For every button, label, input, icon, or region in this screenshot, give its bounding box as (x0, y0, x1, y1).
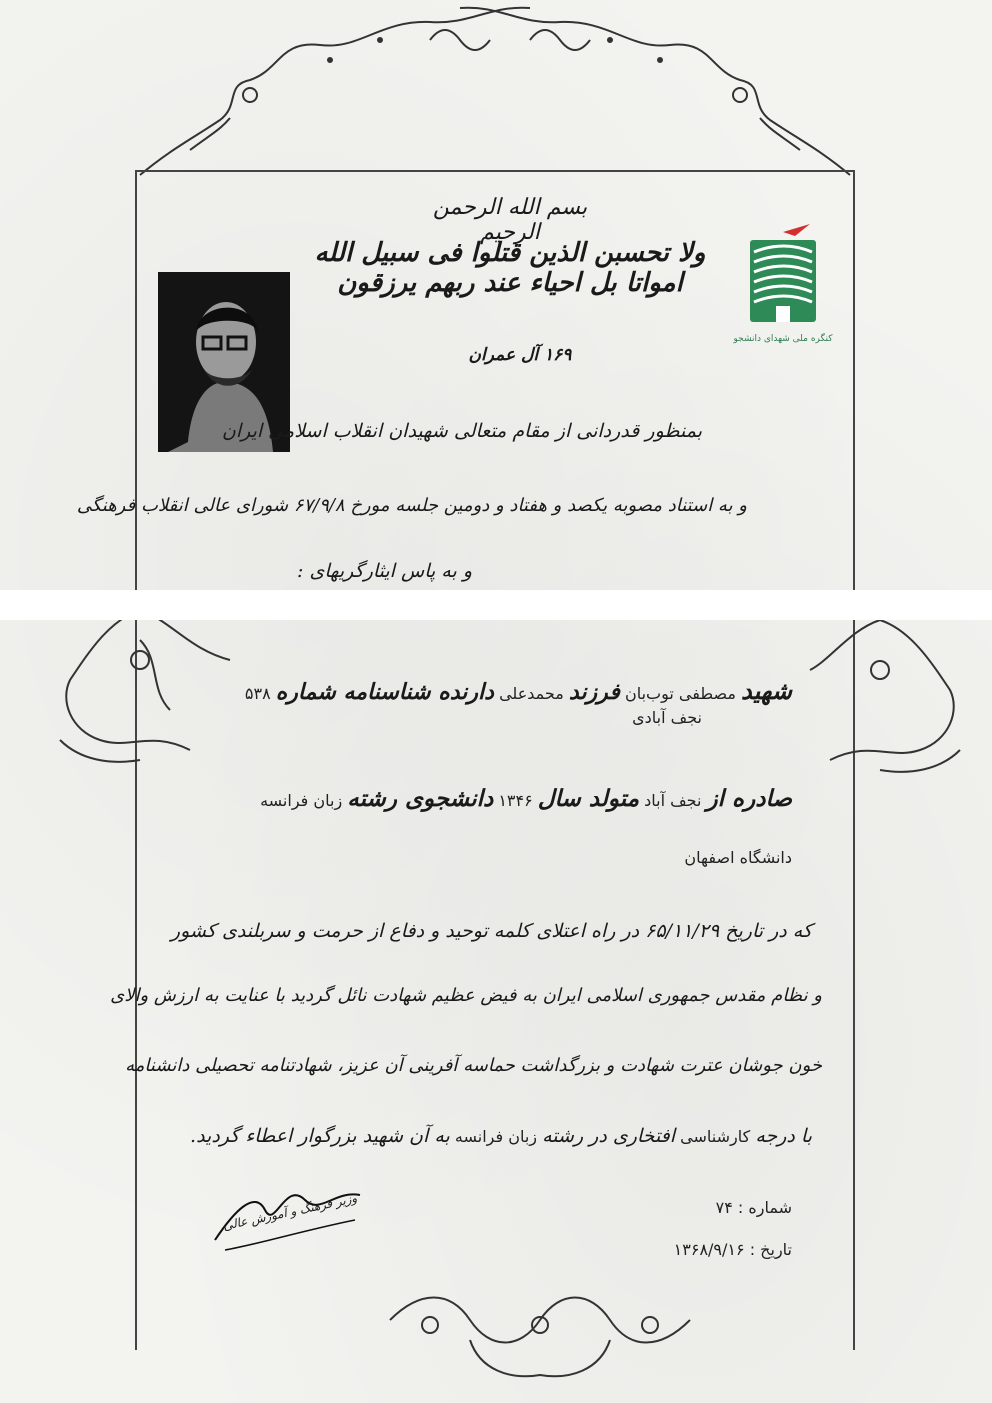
verse-reference: ۱۶۹ آل عمران (468, 345, 572, 365)
martyr-name: مصطفی توب‌بان (624, 684, 736, 703)
honorary-label: افتخاری در رشته (542, 1125, 676, 1147)
left-ornament (40, 600, 240, 780)
date-label: تاریخ : (749, 1240, 792, 1259)
number-label: شماره : (737, 1198, 792, 1217)
student-label: دانشجوی رشته (347, 785, 494, 812)
awarded-text: به آن شهید بزرگوار اعطاء گردید. (190, 1125, 450, 1147)
top-ornament (130, 0, 860, 180)
number-line (716, 1198, 792, 1217)
logo-caption: کنگره ملی شهدای دانشجو (733, 334, 833, 344)
id-number: ۵۳۸ (244, 684, 271, 703)
quran-verse: ولا تحسبن الذین قتلوا فی سبیل الله امواتا بل احیاء عند ربهم یرزقون (314, 238, 706, 298)
intro-line-1: بمنظور قدردانی از مقام متعالی شهیدان انقلاب اسلامی ایران (221, 420, 702, 442)
right-ornament (800, 610, 980, 780)
redacted-band (0, 590, 992, 620)
father-name: محمدعلی (499, 684, 564, 703)
signature-title: وزیر فرهنگ و آموزش عالی (221, 1190, 359, 1234)
field-repeat: زبان فرانسه (454, 1127, 538, 1146)
degree-value: کارشناسی (680, 1127, 751, 1146)
intro-line-2: و به استناد مصوبه یکصد و هفتاد و دومین جلسه مورخ ۶۷/۹/۸ شورای عالی انقلاب فرهنگی (76, 495, 747, 516)
body-line-1: که در تاریخ ۶۵/۱۱/۲۹ در راه اعتلای کلمه توحید و دفاع از حرمت و سربلندی کشور (170, 920, 812, 942)
number-value: ۷۴ (715, 1198, 733, 1217)
bottom-ornament (380, 1280, 700, 1390)
martyr-label: شهید (740, 676, 792, 705)
body-line-4 (190, 1125, 812, 1147)
record-row-2 (260, 785, 792, 812)
record-row-1 (245, 676, 792, 705)
degree-label: با درجه (755, 1125, 812, 1147)
id-label: دارنده شناسنامه شماره (275, 679, 494, 705)
body-line-3: خون جوشان عترت شهادت و بزرگداشت حماسه آفرینی آن عزیز، شهادتنامه تحصیلی دانشنامه (125, 1055, 822, 1076)
born-label: متولد سال (537, 785, 640, 812)
date-value: ۱۳۶۸/۹/۱۶ (673, 1240, 745, 1259)
issued-from-value: نجف آباد (644, 791, 702, 810)
body-line-2: و نظام مقدس جمهوری اسلامی ایران به فیض عظیم شهادت نائل گردید با عنایت به ارزش والای (110, 985, 822, 1006)
date-line (674, 1240, 792, 1259)
intro-line-3: و به پاس ایثارگریهای : (297, 560, 472, 582)
congress-logo (740, 222, 826, 332)
university-text: دانشگاه اصفهان (684, 848, 792, 867)
place-text: نجف آبادی (632, 708, 702, 727)
child-of-label: فرزند (568, 679, 620, 705)
field-value: زبان فرانسه (260, 791, 343, 810)
bismillah-text: بسم الله الرحمن الرحیم (432, 195, 588, 245)
birth-year: ۱۳۴۶ (498, 791, 533, 810)
issued-from-label: صادره از (706, 785, 792, 812)
